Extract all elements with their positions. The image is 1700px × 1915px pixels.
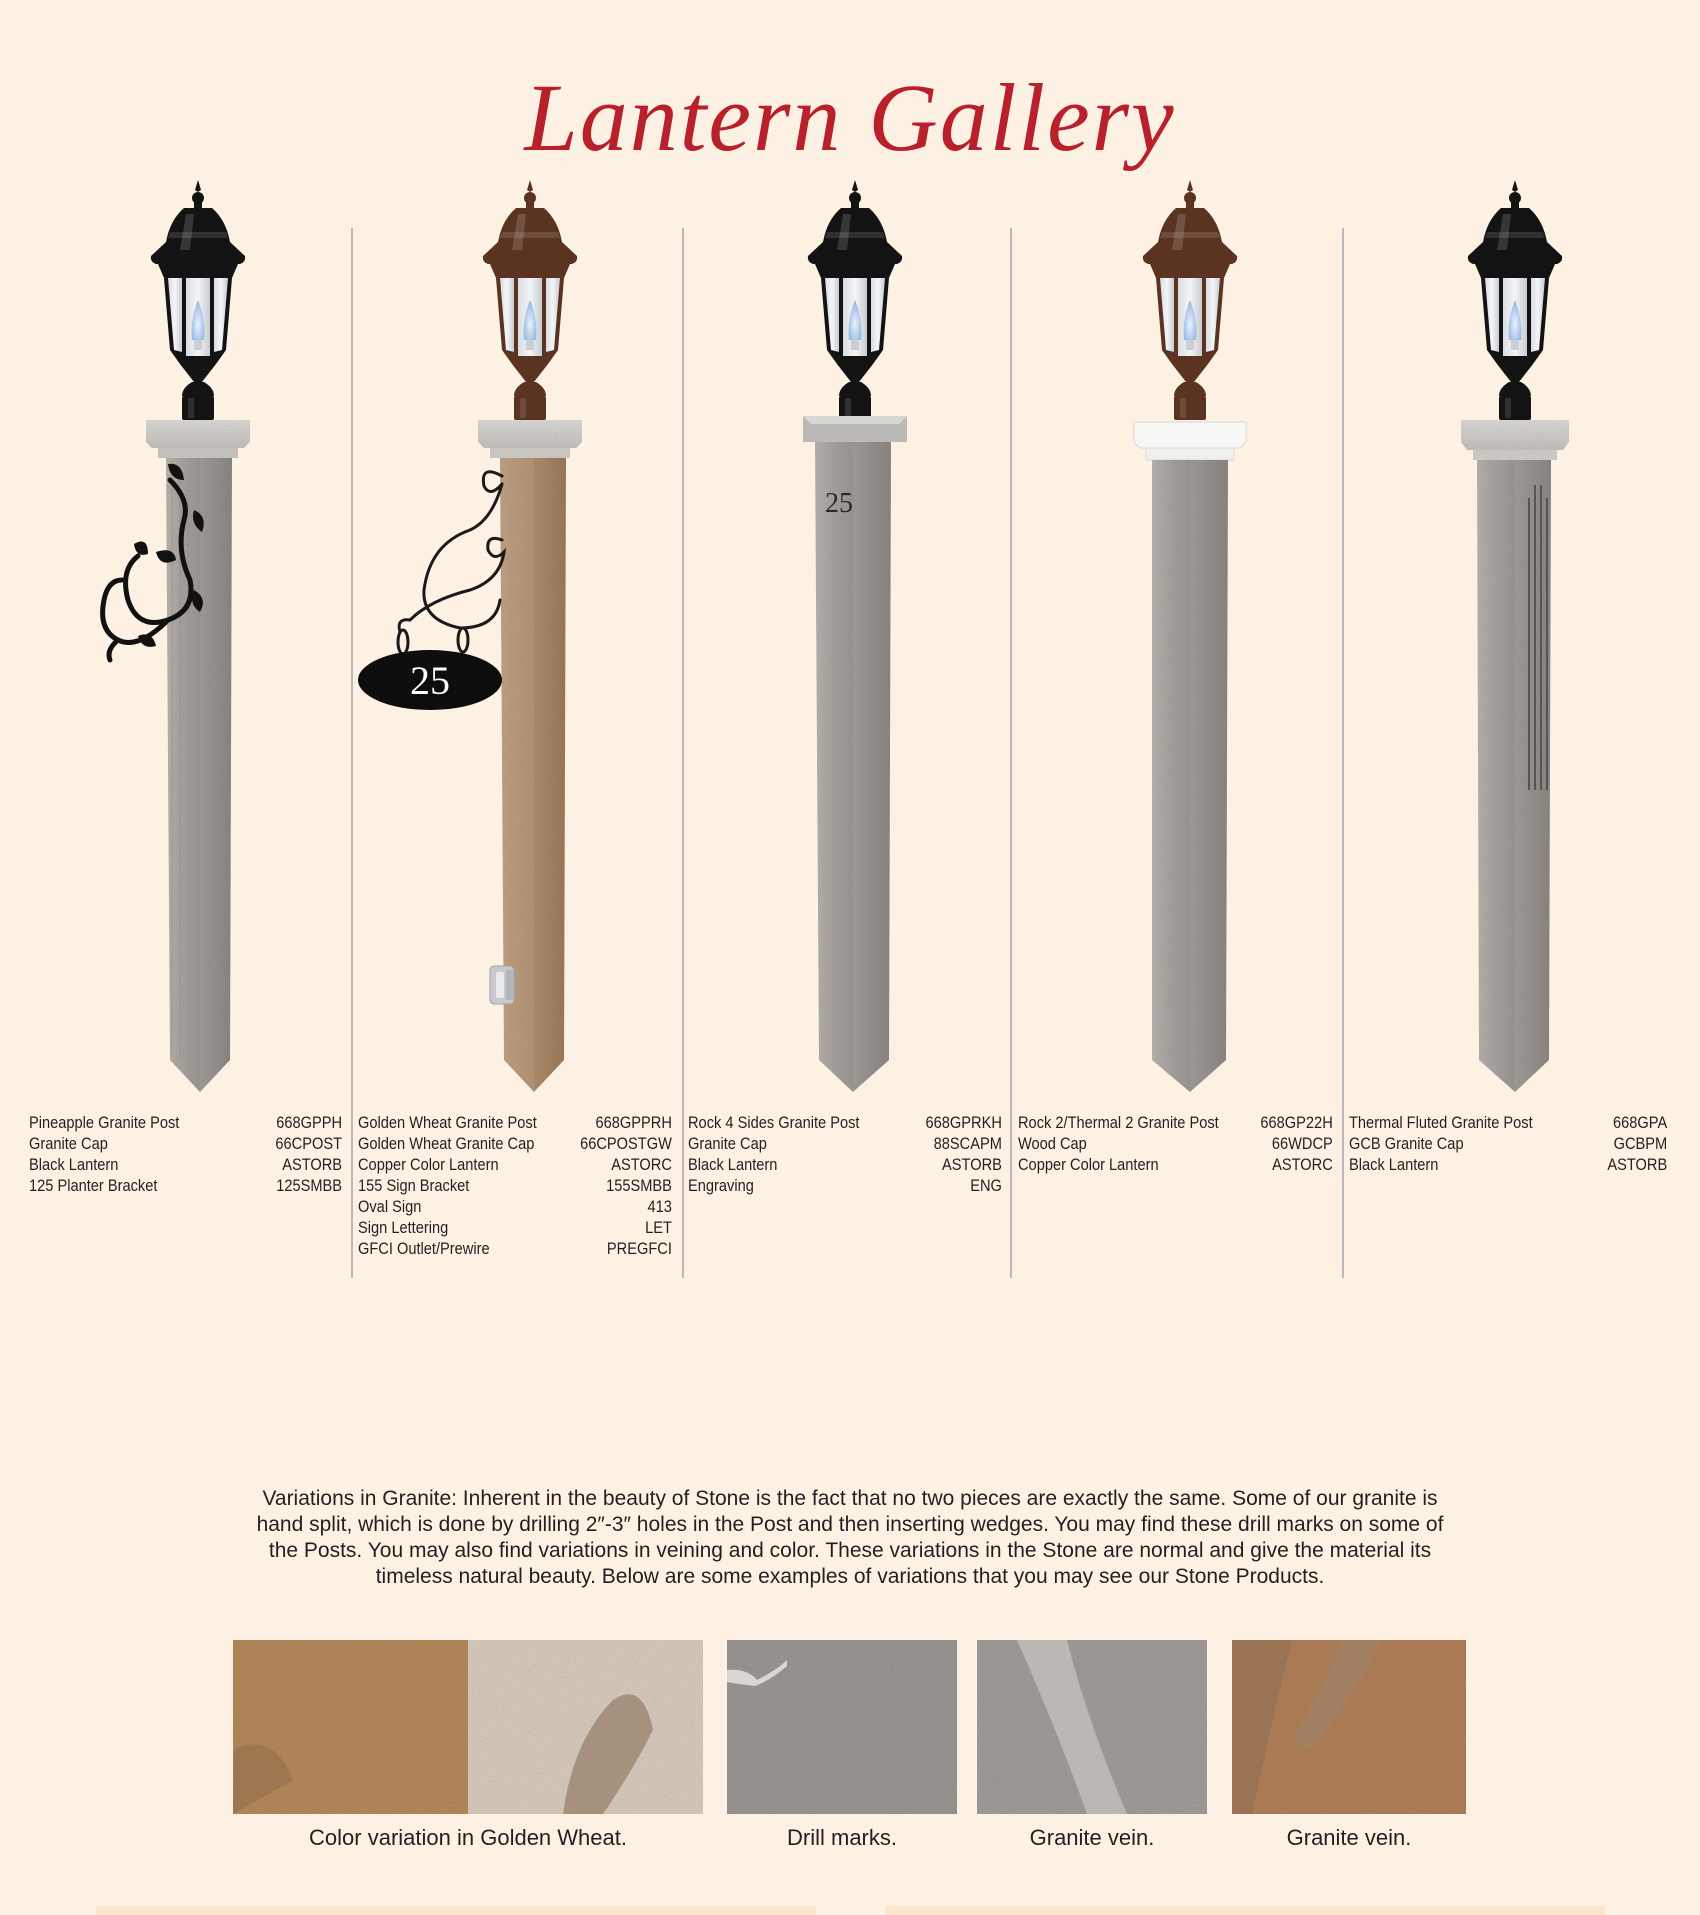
spec-row: Copper Color Lantern ASTORC: [1018, 1155, 1333, 1174]
footer-bar: [96, 1906, 816, 1915]
swatch-caption: Granite vein.: [1029, 1825, 1155, 1850]
swatch-caption: Color variation in Golden Wheat.: [309, 1825, 627, 1850]
gcb-granite-cap-icon: [1461, 420, 1569, 460]
black-lantern-icon: [1468, 180, 1562, 420]
spec-row: Oval Sign 413: [358, 1197, 672, 1216]
column-divider: [682, 228, 684, 1278]
spec-row: GFCI Outlet/Prewire PREGFCI: [358, 1239, 672, 1258]
column-divider: [351, 228, 353, 1278]
spec-row: Black Lantern ASTORB: [1349, 1155, 1668, 1174]
spec-list-golden-wheat: [358, 1112, 672, 1259]
swatch-gray-granite-vein: [977, 1640, 1207, 1814]
footer-bar: [885, 1906, 1605, 1915]
wood-cap-icon: [1134, 422, 1246, 460]
swatch-golden-wheat-color-variation: [233, 1640, 703, 1814]
spec-list-rock-4-sides: [688, 1112, 1002, 1196]
swatch-caption: Drill marks.: [787, 1825, 897, 1850]
spec-row: 125 Planter Bracket 125SMBB: [29, 1176, 343, 1195]
lantern-post-rock-2-thermal-2: [1090, 180, 1290, 1100]
engraving-number: 25: [825, 488, 853, 519]
spec-row: Sign Lettering LET: [358, 1218, 672, 1237]
spec-list-thermal-fluted: [1349, 1112, 1667, 1175]
spec-row: Golden Wheat Granite Cap 66CPOSTGW: [358, 1134, 672, 1153]
sign-number: 25: [410, 658, 450, 703]
spec-row: Pineapple Granite Post 668GPPH: [29, 1113, 343, 1132]
spec-row: GCB Granite Cap GCBPM: [1349, 1134, 1668, 1153]
spec-row: Black Lantern ASTORB: [688, 1155, 1002, 1174]
spec-row: Thermal Fluted Granite Post 668GPA: [1349, 1113, 1668, 1132]
sign-bracket-icon: [398, 472, 504, 654]
spec-row: Golden Wheat Granite Post 668GPPRH: [358, 1113, 672, 1132]
spec-row: Copper Color Lantern ASTORC: [358, 1155, 672, 1174]
swatch-golden-granite-vein: [1232, 1640, 1466, 1814]
spec-list-pineapple: [29, 1112, 342, 1196]
spec-list-rock-2-thermal-2: [1018, 1112, 1333, 1175]
spec-row: 155 Sign Bracket 155SMBB: [358, 1176, 672, 1195]
spec-row: Rock 4 Sides Granite Post 668GPRKH: [688, 1113, 1002, 1132]
spec-row: Black Lantern ASTORB: [29, 1155, 343, 1174]
black-lantern-icon: [808, 180, 902, 420]
spec-row: Engraving ENG: [688, 1176, 1002, 1195]
lantern-post-golden-wheat: [410, 180, 630, 1100]
gfci-outlet-icon: [490, 966, 514, 1004]
spec-row: Wood Cap 66WDCP: [1018, 1134, 1333, 1153]
thermal-fluted-granite-post-icon: [1477, 460, 1551, 1092]
page-title: Lantern Gallery: [524, 64, 1176, 171]
rock-2-thermal-2-granite-post-icon: [1152, 460, 1228, 1092]
swatch-caption: Granite vein.: [1286, 1825, 1412, 1850]
granite-cap-icon: [146, 420, 250, 458]
oval-sign-icon: [358, 650, 502, 710]
column-divider: [1342, 228, 1344, 1278]
lantern-post-thermal-fluted: [1415, 180, 1615, 1100]
copper-lantern-icon: [1143, 180, 1237, 420]
black-lantern-icon: [151, 180, 245, 420]
spec-row: Granite Cap 66CPOST: [29, 1134, 343, 1153]
swatch-drill-marks: [727, 1640, 957, 1814]
spec-row: Rock 2/Thermal 2 Granite Post 668GP22H: [1018, 1113, 1333, 1132]
column-divider: [1010, 228, 1012, 1278]
spec-row: Granite Cap 88SCAPM: [688, 1134, 1002, 1153]
pineapple-granite-post-icon: [166, 458, 232, 1092]
rock-4-sides-granite-post-icon: [815, 442, 891, 1092]
granite-variations-text: Variations in Granite: Inherent in the beauty of Stone is the fact that no two pieces are exactly the same. Some of our granite is hand split, which is done by drilling 2″-3″ holes in the Post and then inserting wedges. You may find these drill marks on some of the Posts. You may also find variations in veining and color. These variations in the Stone are normal and give the material its timeless natural beauty. Below are some examples of variations that you may see our Stone Products.: [256, 1487, 1444, 1588]
granite-cap-icon: [803, 416, 907, 442]
copper-lantern-icon: [483, 180, 577, 420]
golden-wheat-granite-cap-icon: [478, 420, 582, 458]
lantern-post-pineapple: [98, 180, 298, 1100]
lantern-post-rock-4-sides: [755, 180, 955, 1100]
